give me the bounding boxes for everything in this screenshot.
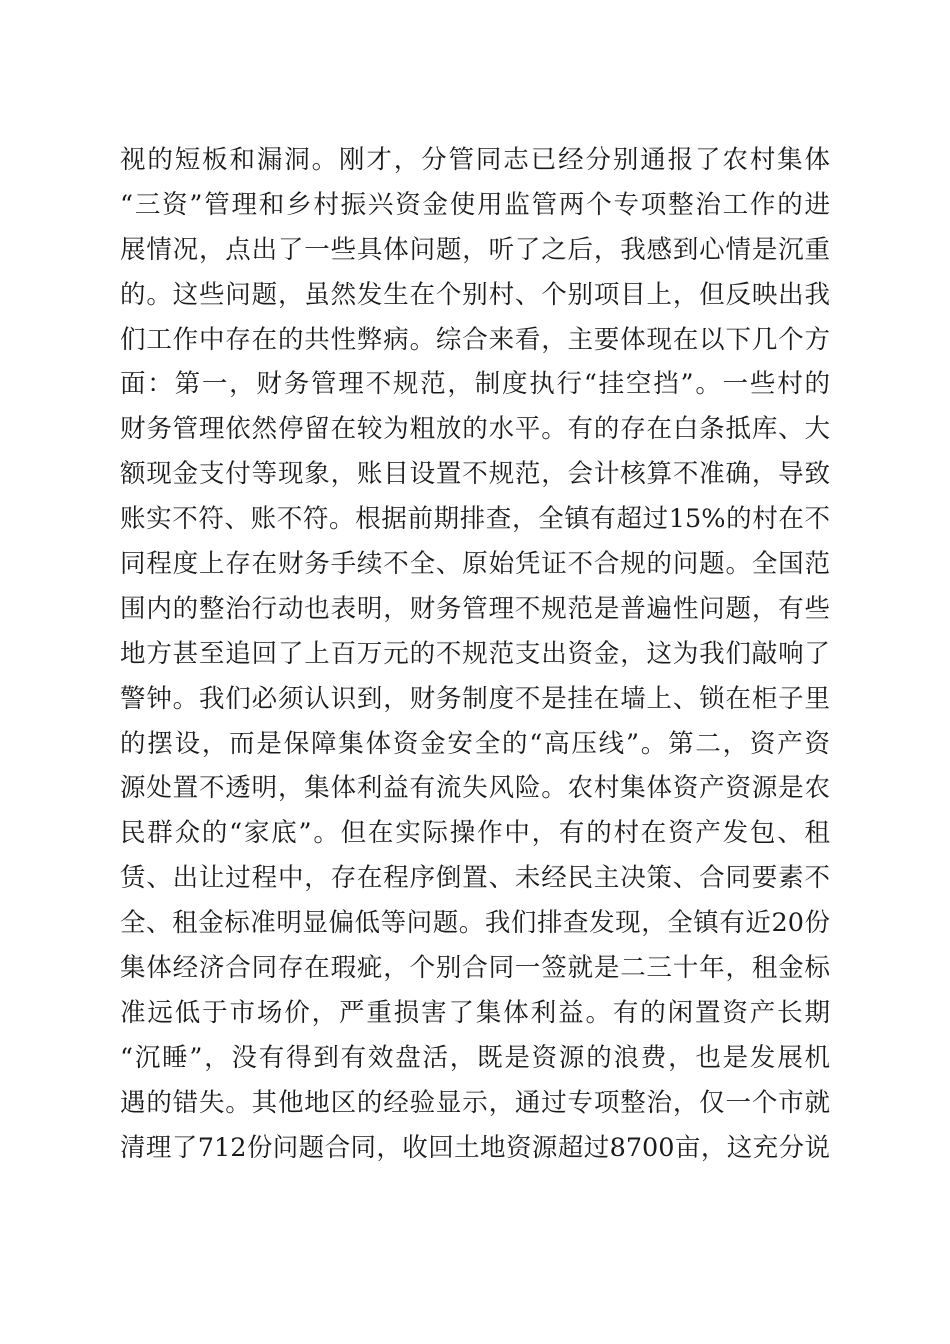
text-line: 地方甚至追回了上百万元的不规范支出资金，这为我们敲响了: [120, 638, 830, 669]
text-line: 们工作中存在的共性弊病。综合来看，主要体现在以下几个方: [120, 324, 830, 355]
text-line: 同程度上存在财务手续不全、原始凭证不合规的问题。全国范: [120, 549, 830, 580]
text-line: 民群众的“家底”。但在实际操作中，有的村在资产发包、租: [120, 818, 830, 849]
text-line: 集体经济合同存在瑕疵，个别合同一签就是二三十年，租金标: [120, 953, 830, 984]
text-line: 警钟。我们必须认识到，财务制度不是挂在墙上、锁在柜子里: [120, 683, 830, 714]
text-line: 的摆设，而是保障集体资金安全的“高压线”。第二，资产资: [120, 728, 830, 759]
text-line: 清理了712份问题合同，收回土地资源超过8700亩，这充分说: [120, 1132, 830, 1163]
text-line: 展情况，点出了一些具体问题，听了之后，我感到心情是沉重: [120, 234, 830, 265]
text-line: 的。这些问题，虽然发生在个别村、个别项目上，但反映出我: [120, 279, 830, 310]
text-line: 财务管理依然停留在较为粗放的水平。有的存在白条抵库、大: [120, 414, 830, 445]
text-line: 赁、出让过程中，存在程序倒置、未经民主决策、合同要素不: [120, 863, 830, 894]
text-line: “三资”管理和乡村振兴资金使用监管两个专项整治工作的进: [120, 189, 830, 220]
text-line: 账实不符、账不符。根据前期排查，全镇有超过15%的村在不: [120, 504, 830, 535]
text-line: 源处置不透明，集体利益有流失风险。农村集体资产资源是农: [120, 773, 830, 804]
text-line: 遇的错失。其他地区的经验显示，通过专项整治，仅一个市就: [120, 1087, 830, 1118]
text-line: “沉睡”，没有得到有效盘活，既是资源的浪费，也是发展机: [120, 1042, 830, 1073]
text-line: 准远低于市场价，严重损害了集体利益。有的闲置资产长期: [120, 997, 830, 1028]
text-line: 面：第一，财务管理不规范，制度执行“挂空挡”。一些村的: [120, 369, 830, 400]
text-line: 围内的整治行动也表明，财务管理不规范是普遍性问题，有些: [120, 593, 830, 624]
text-line: 全、租金标准明显偏低等问题。我们排查发现，全镇有近20份: [120, 908, 830, 939]
text-line: 视的短板和漏洞。刚才，分管同志已经分别通报了农村集体: [120, 145, 830, 175]
text-line: 额现金支付等现象，账目设置不规范，会计核算不准确，导致: [120, 459, 830, 490]
body-paragraph: [120, 138, 830, 1170]
